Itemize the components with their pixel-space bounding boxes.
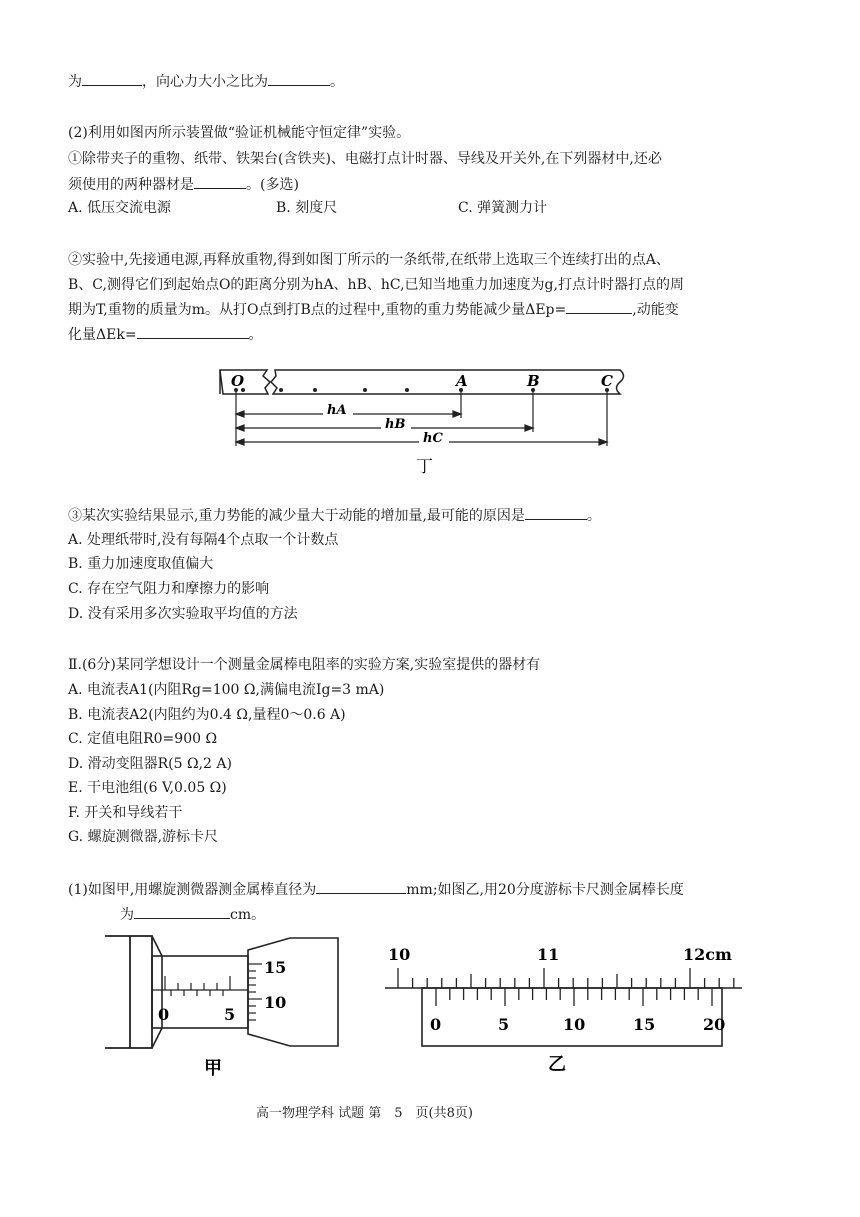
part2-q1-line1-pre: (1)如图甲,用螺旋测微器测金属棒直径为 [68, 882, 317, 898]
tape-dot [363, 388, 367, 392]
vernier-label-10: 10 [563, 1015, 586, 1034]
vernier-caliper-figure [380, 938, 750, 1078]
part2-item-d: D. 滑动变阻器R(5 Ω,2 A) [68, 756, 232, 772]
vernier-label-15: 15 [633, 1015, 656, 1034]
answer-blank[interactable] [194, 174, 246, 189]
q2-p3-option-c: C. 存在空气阻力和摩擦力的影响 [68, 581, 270, 597]
part2-q1-line1 [68, 879, 684, 900]
answer-blank[interactable] [566, 299, 632, 314]
q2-option-a: A. 低压交流电源 [68, 200, 172, 216]
part2-q1-line2-pre: 为 [120, 907, 134, 923]
q1-tail-pre: 为 [68, 74, 82, 90]
q2-p1-line2-post: 。(多选) [246, 177, 299, 193]
point-label-c: C [601, 372, 613, 390]
sleeve-label-5: 5 [224, 1005, 236, 1024]
micrometer-figure [100, 928, 350, 1076]
main-scale-label-12cm: 12cm [683, 945, 732, 964]
answer-blank[interactable] [525, 505, 587, 520]
tape-dot [279, 388, 283, 392]
part2-item-g: G. 螺旋测微器,游标卡尺 [68, 829, 219, 845]
part2-intro: Ⅱ.(6分)某同学想设计一个测量金属棒电阻率的实验方案,实验室提供的器材有 [68, 657, 541, 673]
q1-tail-mid: ，向心力大小之比为 [142, 74, 268, 90]
answer-blank[interactable] [137, 324, 249, 339]
q2-p2-line3 [68, 299, 679, 320]
q2-p3-post: 。 [586, 508, 601, 524]
q2-p1-line1: ①除带夹子的重物、纸带、铁架台(含铁夹)、电磁打点计时器、导线及开关外,在下列器材中,还必 [68, 151, 662, 167]
point-label-a: A [456, 372, 468, 390]
sleeve-ticks [165, 976, 230, 996]
q2-p2-line4 [68, 324, 263, 345]
part2-item-c: C. 定值电阻R0=900 Ω [68, 731, 218, 747]
part2-item-a: A. 电流表A1(内阻Rg=100 Ω,满偏电流Ig=3 mA) [68, 682, 385, 698]
vernier-label-20: 20 [703, 1015, 726, 1034]
q2-p3-option-b: B. 重力加速度取值偏大 [68, 556, 214, 572]
part2-item-b: B. 电流表A2(内阻约为0.4 Ω,量程0～0.6 A) [68, 707, 346, 723]
q2-p3-stem [68, 505, 601, 526]
answer-blank[interactable] [316, 879, 406, 894]
point-label-b: B [527, 372, 540, 390]
tape-dot [405, 388, 409, 392]
main-scale-label-10: 10 [388, 945, 411, 964]
q2-option-c: C. 弹簧测力计 [458, 200, 548, 216]
answer-blank[interactable] [134, 904, 230, 919]
figure-caption-ding: 丁 [416, 457, 433, 477]
answer-blank[interactable] [268, 71, 330, 86]
q2-intro: (2)利用如图丙所示装置做“验证机械能守恒定律”实验。 [68, 125, 411, 141]
q2-p2-line4-post: 。 [248, 327, 263, 343]
q2-p2-line2: B、C,测得它们到起始点O的距离分别为hA、hB、hC,已知当地重力加速度为g,打点计时器打点的周 [68, 277, 684, 293]
part2-item-f: F. 开关和导线若干 [68, 805, 183, 821]
answer-blank[interactable] [82, 71, 142, 86]
part2-q1-line1-post: mm;如图乙,用20分度游标卡尺测金属棒长度 [406, 882, 684, 898]
q1-tail-post: 。 [330, 74, 344, 90]
thimble-ticks [248, 964, 262, 1020]
q2-p2-line4-pre: 化量ΔEk= [68, 327, 137, 343]
part2-item-e: E. 干电池组(6 V,0.05 Ω) [68, 780, 227, 796]
dimension-label-ha: hA [327, 403, 347, 418]
part2-q1-line2-post: cm。 [230, 907, 266, 923]
main-scale-label-11: 11 [537, 945, 560, 964]
dimension-label-hc: hC [423, 431, 443, 446]
q2-p3-option-d: D. 没有采用多次实验取平均值的方法 [68, 606, 298, 622]
anvil-body [130, 936, 152, 1048]
q2-p2-line1: ②实验中,先接通电源,再释放重物,得到如图丁所示的一条纸带,在纸带上选取三个连续打出的点A、 [68, 252, 670, 268]
vernier-label-0: 0 [430, 1015, 442, 1034]
q2-p3-option-a: A. 处理纸带时,没有每隔4个点取一个计数点 [68, 532, 339, 548]
dimension-label-hb: hB [385, 417, 406, 432]
main-scale-ticks [398, 968, 734, 988]
q2-p2-line3-post: ,动能变 [632, 302, 679, 318]
vernier-label-5: 5 [498, 1015, 510, 1034]
q2-p2-line3-pre: 期为T,重物的质量为m。从打O点到打B点的过程中,重物的重力势能减少量ΔEp= [68, 302, 567, 318]
thimble-label-15: 15 [264, 958, 287, 977]
q2-p1-line2 [68, 174, 299, 195]
q2-p3-pre: ③某次实验结果显示,重力势能的减少量大于动能的增加量,最可能的原因是 [68, 508, 525, 524]
figure-caption-yi: 乙 [548, 1054, 566, 1075]
point-label-o: O [231, 372, 245, 390]
part2-q1-line2 [120, 904, 265, 925]
q1-tail-line [68, 71, 344, 92]
q2-option-b: B. 刻度尺 [276, 200, 338, 216]
tape-right-piece [271, 370, 624, 394]
thimble-label-10: 10 [264, 993, 287, 1012]
sleeve-taper [152, 936, 162, 1048]
figure-caption-jia: 甲 [204, 1058, 222, 1076]
vernier-scale-ticks [436, 988, 712, 1006]
paper-tape-figure [215, 360, 635, 480]
thimble [248, 938, 338, 1046]
page-footer: 高一物理学科 试题 第 5 页(共8页) [256, 1106, 473, 1121]
tape-left-piece [220, 370, 270, 394]
q2-p1-line2-pre: 须使用的两种器材是 [68, 177, 194, 193]
tape-dot [313, 388, 317, 392]
sleeve-label-0: 0 [158, 1005, 170, 1024]
